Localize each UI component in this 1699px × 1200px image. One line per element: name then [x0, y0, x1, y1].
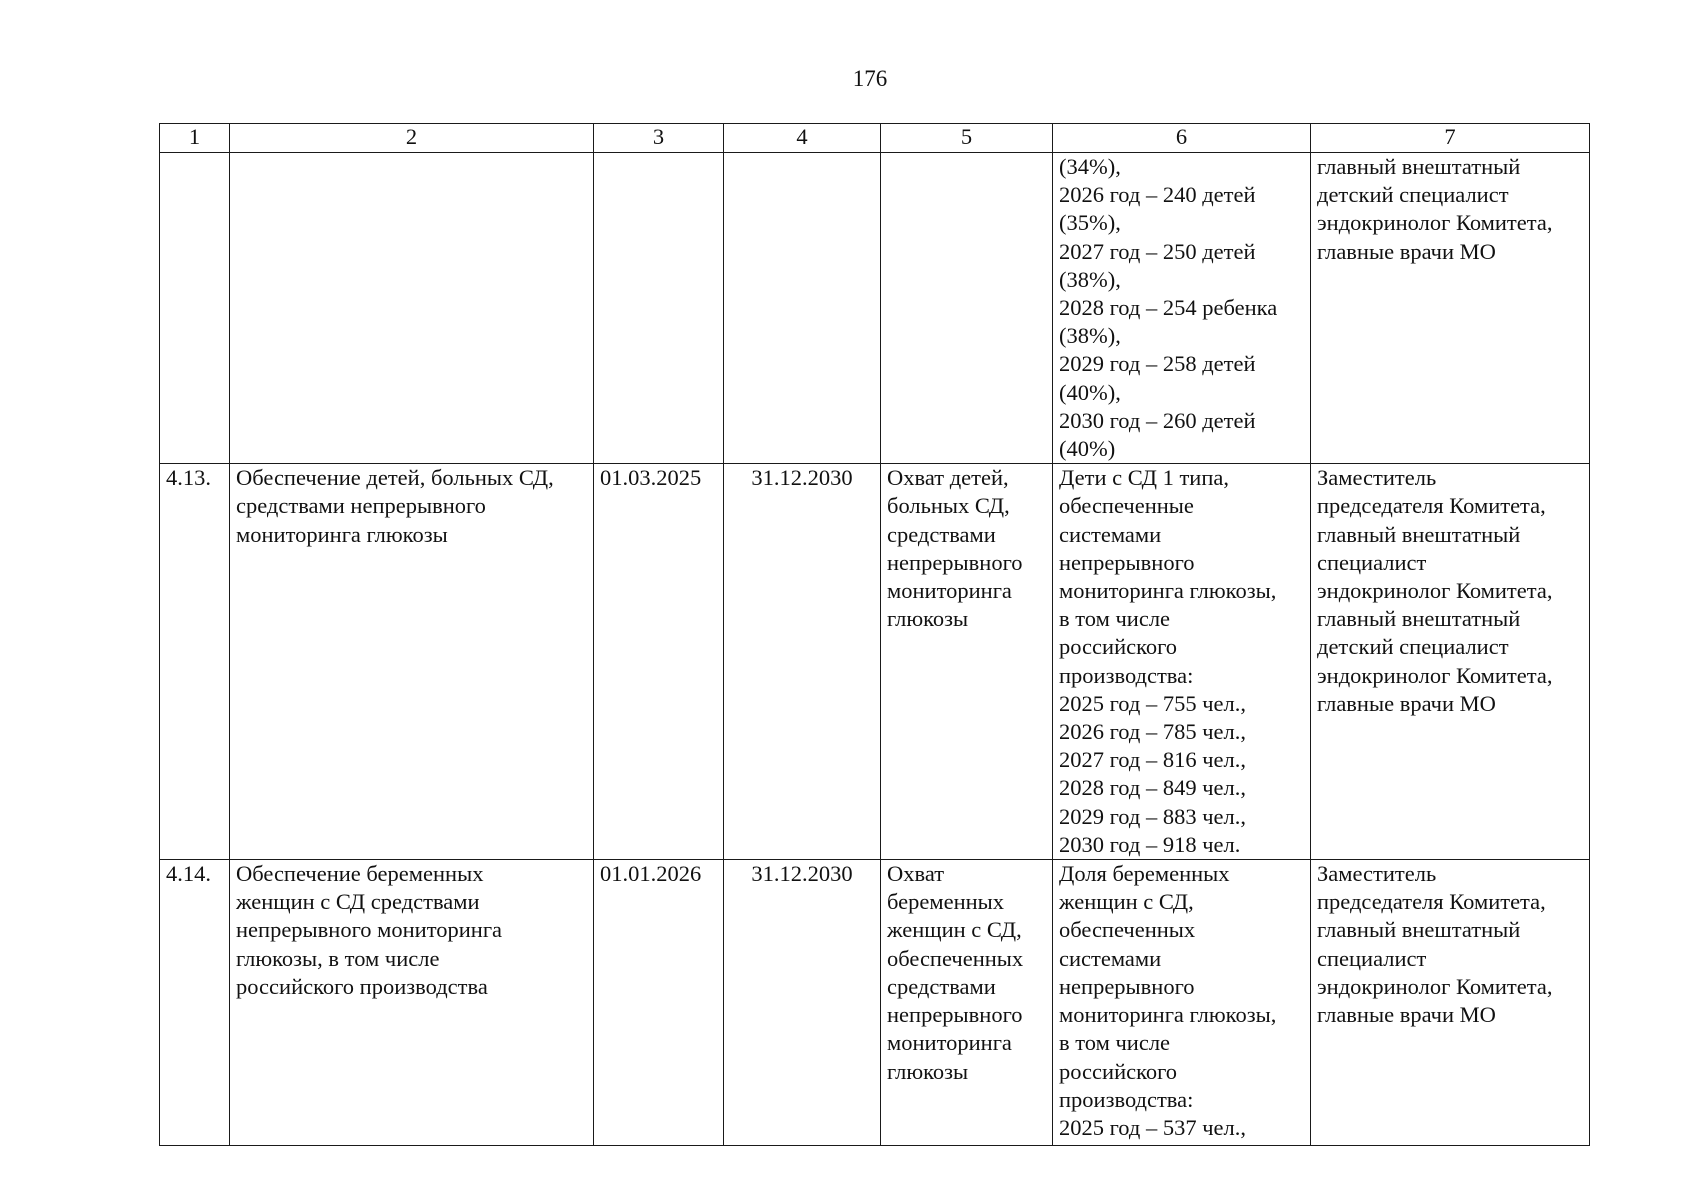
- expected-result: Охват детей, больных СД, средствами непрерывного мониторинга глюкозы: [881, 464, 1053, 860]
- start-date: 01.03.2025: [594, 464, 724, 860]
- expected-result: Охват беременных женщин с СД, обеспеченных средствами непрерывного мониторинга глюкозы: [881, 860, 1053, 1146]
- table-header-row: [160, 124, 1590, 153]
- header-cell-2: 2: [230, 124, 594, 153]
- header-cell-3: 3: [594, 124, 724, 153]
- start-date: 01.01.2026: [594, 860, 724, 1146]
- page-number: 176: [852, 66, 888, 91]
- responsible: главный внештатный детский специалист эндокринолог Комитета, главные врачи МО: [1311, 153, 1590, 464]
- measure-name: [230, 153, 594, 464]
- indicator: Доля беременных женщин с СД, обеспеченных системами непрерывного мониторинга глюкозы, в том числе российского производства: 2025 год – 537 чел.,: [1053, 860, 1311, 1146]
- header-cell-6: 6: [1053, 124, 1311, 153]
- responsible: Заместитель председателя Комитета, главный внештатный специалист эндокринолог Комитета, главные врачи МО: [1311, 860, 1590, 1146]
- indicator: (34%), 2026 год – 240 детей (35%), 2027 год – 250 детей (38%), 2028 год – 254 ребенка (38%), 2029 год – 258 детей (40%), 2030 год – 260 детей (40%): [1053, 153, 1311, 464]
- responsible: Заместитель председателя Комитета, главный внештатный специалист эндокринолог Комитета, главный внештатный детский специалист эндокринолог Комитета, главные врачи МО: [1311, 464, 1590, 860]
- table-row: [160, 464, 1590, 860]
- row-number: [160, 153, 230, 464]
- end-date: 31.12.2030: [724, 860, 881, 1146]
- end-date: 31.12.2030: [724, 464, 881, 860]
- expected-result: [881, 153, 1053, 464]
- header-cell-1: 1: [160, 124, 230, 153]
- start-date: [594, 153, 724, 464]
- row-number: 4.13.: [160, 464, 230, 860]
- header-cell-4: 4: [724, 124, 881, 153]
- row-number: 4.14.: [160, 860, 230, 1146]
- header-cell-7: 7: [1311, 124, 1590, 153]
- measure-name: Обеспечение беременных женщин с СД средствами непрерывного мониторинга глюкозы, в том числе российского производства: [230, 860, 594, 1146]
- end-date: [724, 153, 881, 464]
- measures-table: [159, 123, 1590, 1146]
- table-row: [160, 153, 1590, 464]
- table-row: [160, 860, 1590, 1146]
- indicator: Дети с СД 1 типа, обеспеченные системами непрерывного мониторинга глюкозы, в том числе российского производства: 2025 год – 755 чел., 2026 год – 785 чел., 2027 год – 816 чел., 2028 год – 849 чел., 2029 год – 883 чел., 2030 год – 918 чел.: [1053, 464, 1311, 860]
- header-cell-5: 5: [881, 124, 1053, 153]
- measure-name: Обеспечение детей, больных СД, средствами непрерывного мониторинга глюкозы: [230, 464, 594, 860]
